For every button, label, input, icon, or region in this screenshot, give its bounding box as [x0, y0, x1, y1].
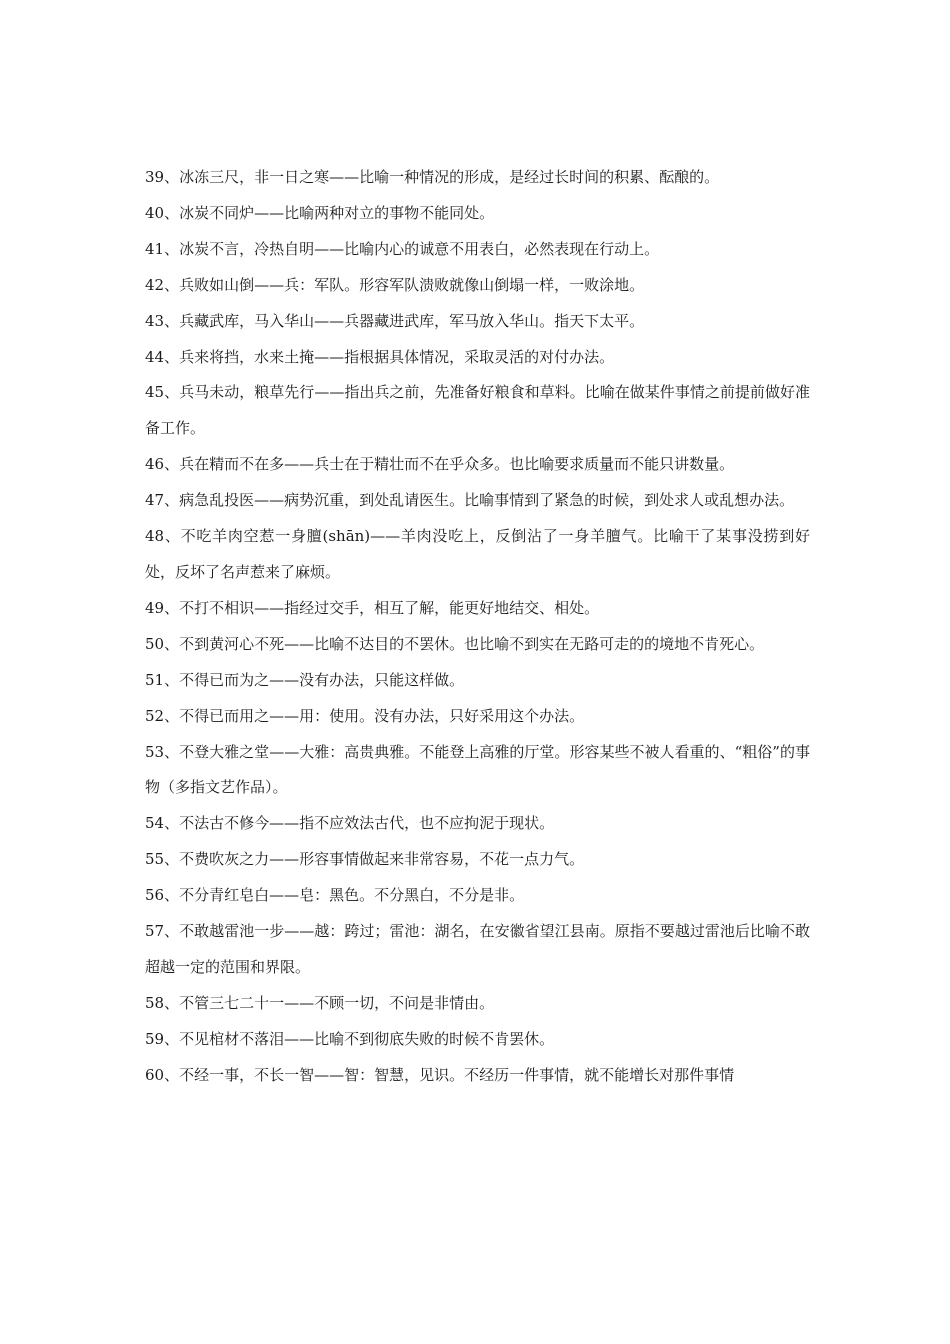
- idiom-entry-44: 44、兵来将挡，水来土掩——指根据具体情况，采取灵活的对付办法。: [145, 347, 615, 366]
- idiom-entry-40: 40、冰炭不同炉——比喻两种对立的事物不能同处。: [145, 203, 495, 222]
- idiom-entry-49: 49、不打不相识——指经过交手，相互了解，能更好地结交、相处。: [145, 598, 600, 617]
- idiom-entry-60: 60、不经一事，不长一智——智：智慧，见识。不经历一件事情，就不能增长对那件事情: [145, 1065, 735, 1084]
- idiom-entry-59: 59、不见棺材不落泪——比喻不到彻底失败的时候不肯罢休。: [145, 1029, 555, 1048]
- idiom-list: [145, 160, 810, 1094]
- idiom-entry-56: 56、不分青红皂白——皂：黑色。不分黑白，不分是非。: [145, 886, 525, 905]
- idiom-entry-45: 45、兵马未动，粮草先行——指出兵之前，先准备好粮食和草料。比喻在做某件事情之前提前做好准备工作。: [145, 383, 810, 438]
- idiom-entry-51: 51、不得已而为之——没有办法，只能这样做。: [145, 670, 465, 689]
- idiom-entry-46: 46、兵在精而不在多——兵士在于精壮而不在乎众多。也比喻要求质量而不能只讲数量。: [145, 455, 735, 474]
- idiom-entry-52: 52、不得已而用之——用：使用。没有办法，只好采用这个办法。: [145, 706, 585, 725]
- idiom-entry-48: 48、不吃羊肉空惹一身膻(shān)——羊肉没吃上，反倒沾了一身羊膻气。比喻干了某事没捞到好处，反坏了名声惹来了麻烦。: [145, 527, 810, 581]
- idiom-entry-53: 53、不登大雅之堂——大雅：高贵典雅。不能登上高雅的厅堂。形容某些不被人看重的、“粗俗”的事物（多指文艺作品）。: [145, 742, 810, 797]
- idiom-entry-54: 54、不法古不修今——指不应效法古代，也不应拘泥于现状。: [145, 814, 555, 833]
- idiom-entry-41: 41、冰炭不言，冷热自明——比喻内心的诚意不用表白，必然表现在行动上。: [145, 239, 660, 258]
- idiom-entry-55: 55、不费吹灰之力——形容事情做起来非常容易，不花一点力气。: [145, 850, 585, 869]
- idiom-entry-47: 47、病急乱投医——病势沉重，到处乱请医生。比喻事情到了紧急的时候，到处求人或乱想办法。: [145, 491, 795, 510]
- idiom-entry-43: 43、兵藏武库，马入华山——兵器藏进武库，军马放入华山。指天下太平。: [145, 311, 645, 330]
- idiom-entry-42: 42、兵败如山倒——兵：军队。形容军队溃败就像山倒塌一样，一败涂地。: [145, 275, 645, 294]
- idiom-entry-58: 58、不管三七二十一——不顾一切，不问是非情由。: [145, 993, 495, 1012]
- idiom-entry-57: 57、不敢越雷池一步——越：跨过；雷池：湖名，在安徽省望江县南。原指不要越过雷池后比喻不敢超越一定的范围和界限。: [145, 922, 810, 976]
- idiom-entry-39: 39、冰冻三尺，非一日之寒——比喻一种情况的形成，是经过长时间的积累、酝酿的。: [145, 168, 720, 186]
- idiom-entry-50: 50、不到黄河心不死——比喻不达目的不罢休。也比喻不到实在无路可走的的境地不肯死心。: [145, 634, 765, 653]
